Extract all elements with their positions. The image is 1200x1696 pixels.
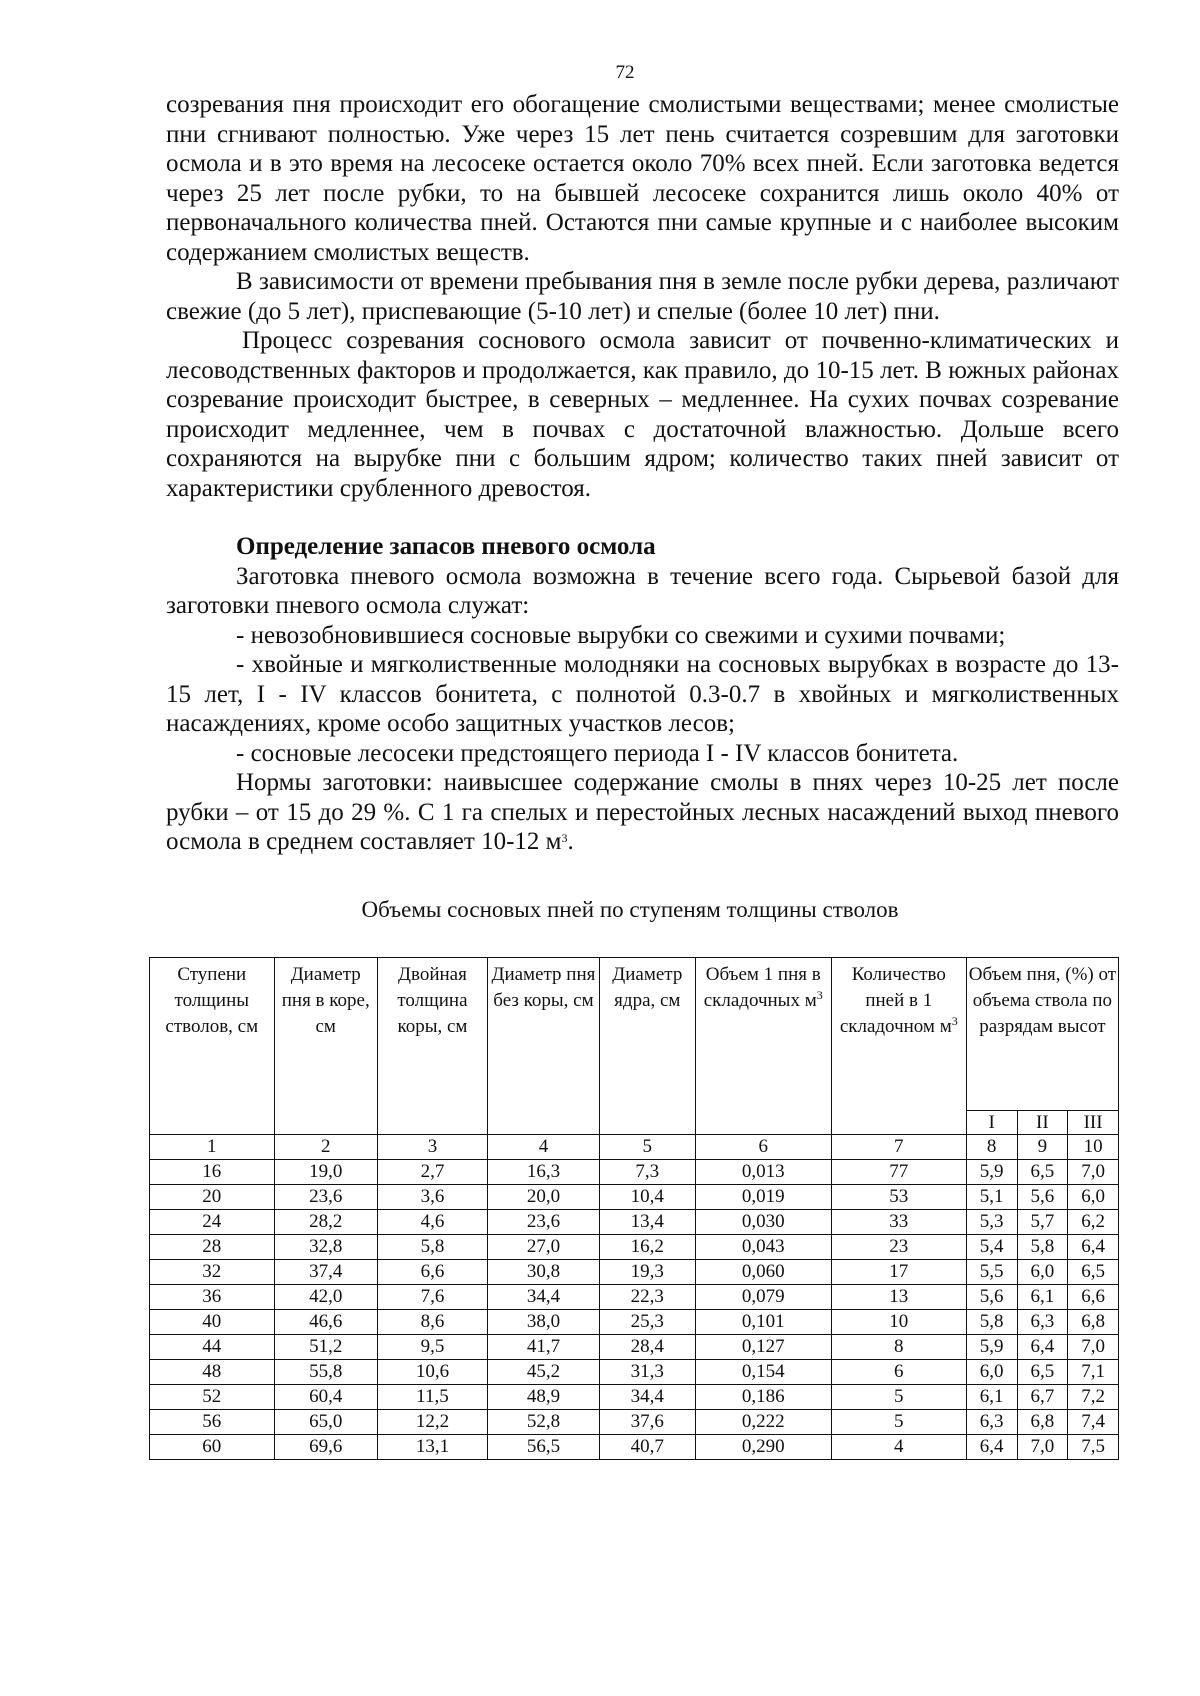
- table-cell: 32: [150, 1260, 275, 1285]
- table-cell: 6,0: [1017, 1260, 1068, 1285]
- paragraph-norms: [166, 768, 1119, 857]
- table-cell: 0,186: [695, 1385, 831, 1410]
- table-cell: 6,0: [966, 1360, 1017, 1385]
- table-cell: 28,4: [599, 1335, 695, 1360]
- table-cell: 5,6: [1017, 1185, 1068, 1210]
- table-cell: 6,0: [1068, 1185, 1119, 1210]
- table-cell: 6,5: [1068, 1260, 1119, 1285]
- column-number: 3: [377, 1135, 487, 1160]
- table-cell: 5: [831, 1410, 966, 1435]
- table-cell: 36: [150, 1285, 275, 1310]
- table-cell: 5,5: [966, 1260, 1017, 1285]
- table-cell: 48: [150, 1360, 275, 1385]
- table-cell: 8: [831, 1335, 966, 1360]
- column-number: 4: [487, 1135, 599, 1160]
- table-cell: 0,019: [695, 1185, 831, 1210]
- table-row: [150, 1435, 1119, 1460]
- table-cell: 28,2: [274, 1210, 377, 1235]
- table-cell: 5,6: [966, 1285, 1017, 1310]
- table-cell: 6,4: [1017, 1335, 1068, 1360]
- table-cell: 6,2: [1068, 1210, 1119, 1235]
- table-cell: 28: [150, 1235, 275, 1260]
- table-cell: 69,6: [274, 1435, 377, 1460]
- table-cell: 23,6: [487, 1210, 599, 1235]
- table-cell: 77: [831, 1160, 966, 1185]
- column-number: 5: [599, 1135, 695, 1160]
- header-diameter-bark: Диаметр пня в коре, см: [274, 958, 377, 1135]
- table-cell: 7,3: [599, 1160, 695, 1185]
- table-cell: 33: [831, 1210, 966, 1235]
- table-cell: 3,6: [377, 1185, 487, 1210]
- column-number-row: [150, 1135, 1119, 1160]
- table-cell: 6,5: [1017, 1360, 1068, 1385]
- table-cell: 5,3: [966, 1210, 1017, 1235]
- table-cell: 0,043: [695, 1235, 831, 1260]
- table-cell: 9,5: [377, 1335, 487, 1360]
- table-cell: 0,060: [695, 1260, 831, 1285]
- table-cell: 51,2: [274, 1335, 377, 1360]
- column-number: 2: [274, 1135, 377, 1160]
- table-cell: 19,3: [599, 1260, 695, 1285]
- body-text: [166, 90, 1119, 857]
- header-volume-percent: Объем пня, (%) от объема ствола по разрядам высот: [966, 958, 1118, 1111]
- table-cell: 40,7: [599, 1435, 695, 1460]
- table-cell: 10: [831, 1310, 966, 1335]
- table-cell: 53: [831, 1185, 966, 1210]
- table-cell: 7,0: [1017, 1435, 1068, 1460]
- paragraph-stump-age: В зависимости от времени пребывания пня в земле после рубки дерева, различают свежие (до 5 лет), приспевающие (5-10 лет) и спелые (более 10 лет) пни.: [166, 268, 1119, 325]
- table-cell: 34,4: [487, 1285, 599, 1310]
- table-cell: 7,1: [1068, 1360, 1119, 1385]
- table-cell: 0,030: [695, 1210, 831, 1235]
- table-cell: 6,3: [1017, 1310, 1068, 1335]
- table-cell: 60,4: [274, 1385, 377, 1410]
- table-row: [150, 1210, 1119, 1235]
- table-cell: 23: [831, 1235, 966, 1260]
- table-cell: 5,8: [966, 1310, 1017, 1335]
- table-cell: 40: [150, 1310, 275, 1335]
- section-heading: Определение запасов пневого осмола: [236, 533, 656, 560]
- table-cell: 0,079: [695, 1285, 831, 1310]
- table-cell: 0,101: [695, 1310, 831, 1335]
- table-cell: 6,8: [1068, 1310, 1119, 1335]
- header-core-diameter: Диаметр ядра, см: [599, 958, 695, 1135]
- header-stump-count: Количество пней в 1 складочном $м^3$: [831, 958, 966, 1135]
- table-cell: 56,5: [487, 1435, 599, 1460]
- table-row: [150, 1185, 1119, 1210]
- table-cell: 16,2: [599, 1235, 695, 1260]
- table-cell: 5,7: [1017, 1210, 1068, 1235]
- table-cell: 65,0: [274, 1410, 377, 1435]
- table-cell: 0,154: [695, 1360, 831, 1385]
- table-cell: 6,1: [966, 1385, 1017, 1410]
- stump-volume-table: [149, 957, 1119, 1460]
- table-cell: 30,8: [487, 1260, 599, 1285]
- table-cell: 37,6: [599, 1410, 695, 1435]
- table-cell: 2,7: [377, 1160, 487, 1185]
- list-item: - невозобновившиеся сосновые вырубки со свежими и сухими почвами;: [236, 621, 1006, 649]
- table-cell: 11,5: [377, 1385, 487, 1410]
- table-cell: 8,6: [377, 1310, 487, 1335]
- table-cell: 38,0: [487, 1310, 599, 1335]
- table-cell: 16: [150, 1160, 275, 1185]
- table-row: [150, 1310, 1119, 1335]
- table-row: [150, 1335, 1119, 1360]
- table-cell: 56: [150, 1410, 275, 1435]
- column-number: 6: [695, 1135, 831, 1160]
- table-cell: 6,5: [1017, 1160, 1068, 1185]
- table-cell: 31,3: [599, 1360, 695, 1385]
- table-cell: 44: [150, 1335, 275, 1360]
- column-number: 9: [1017, 1135, 1068, 1160]
- table-cell: 23,6: [274, 1185, 377, 1210]
- table-cell: 5,8: [377, 1235, 487, 1260]
- table-row: [150, 1260, 1119, 1285]
- table-cell: 12,2: [377, 1410, 487, 1435]
- table-cell: 46,6: [274, 1310, 377, 1335]
- subheader-height-class-3: III: [1068, 1111, 1119, 1135]
- table-cell: 13,1: [377, 1435, 487, 1460]
- table-row: [150, 1285, 1119, 1310]
- table-cell: 41,7: [487, 1335, 599, 1360]
- table-cell: 7,5: [1068, 1435, 1119, 1460]
- table-cell: 6,6: [1068, 1285, 1119, 1310]
- table-cell: 6: [831, 1360, 966, 1385]
- header-bark-thickness: Двойная толщина коры, см: [377, 958, 487, 1135]
- table-cell: 60: [150, 1435, 275, 1460]
- table-cell: 4: [831, 1435, 966, 1460]
- table-cell: 0,222: [695, 1410, 831, 1435]
- table-cell: 7,2: [1068, 1385, 1119, 1410]
- header-thickness-step: Ступени толщины стволов, см: [150, 958, 275, 1135]
- table-cell: 7,0: [1068, 1335, 1119, 1360]
- table-cell: 17: [831, 1260, 966, 1285]
- table-cell: 55,8: [274, 1360, 377, 1385]
- table-cell: 6,4: [1068, 1235, 1119, 1260]
- table-cell: 6,3: [966, 1410, 1017, 1435]
- page-number: 72: [615, 62, 635, 83]
- paragraph-continuation: созревания пня происходит его обогащение смолистыми веществами; менее смолистые пни сгнивают полностью. Уже через 15 лет пень считается созревшим для заготовки осмола и в это время на лесосеке остается около 70% всех пней. Если заготовка ведется через 25 лет после рубки, то на бывшей лесосеке сохранится лишь около 40% от первоначального количества пней. Остаются пни самые крупные и с наиболее высоким содержанием смолистых веществ.: [166, 91, 1119, 266]
- table-cell: 10,6: [377, 1360, 487, 1385]
- table-cell: 5,9: [966, 1160, 1017, 1185]
- table-row: [150, 1385, 1119, 1410]
- table-cell: 25,3: [599, 1310, 695, 1335]
- table-cell: 5,8: [1017, 1235, 1068, 1260]
- subheader-height-class-1: I: [966, 1111, 1017, 1135]
- table-cell: 34,4: [599, 1385, 695, 1410]
- column-number: 7: [831, 1135, 966, 1160]
- table-cell: 5: [831, 1385, 966, 1410]
- superscript: 3: [561, 831, 568, 845]
- table-cell: 27,0: [487, 1235, 599, 1260]
- table-cell: 6,1: [1017, 1285, 1068, 1310]
- table-cell: 7,6: [377, 1285, 487, 1310]
- norms-tail: .: [567, 828, 574, 855]
- table-cell: 5,9: [966, 1335, 1017, 1360]
- table-cell: 13: [831, 1285, 966, 1310]
- table-cell: 4,6: [377, 1210, 487, 1235]
- table-cell: 13,4: [599, 1210, 695, 1235]
- header-diameter-no-bark: Диаметр пня без коры, см: [487, 958, 599, 1135]
- table-row: [150, 1160, 1119, 1185]
- table-cell: 6,4: [966, 1435, 1017, 1460]
- table-cell: 7,4: [1068, 1410, 1119, 1435]
- table-cell: 0,013: [695, 1160, 831, 1185]
- table-cell: 32,8: [274, 1235, 377, 1260]
- header-stump-volume: Объем 1 пня в складочных $м^3$: [695, 958, 831, 1135]
- column-number: 10: [1068, 1135, 1119, 1160]
- column-number: 1: [150, 1135, 275, 1160]
- table-row: [150, 1235, 1119, 1260]
- table-cell: 16,3: [487, 1160, 599, 1185]
- paragraph-raw-base: Заготовка пневого осмола возможна в течение всего года. Сырьевой базой для заготовки пневого осмола служат:: [166, 562, 1119, 619]
- table-cell: 52: [150, 1385, 275, 1410]
- table-row: [150, 1410, 1119, 1435]
- table-cell: 20: [150, 1185, 275, 1210]
- norms-text: Нормы заготовки: наивысшее содержание смолы в пнях через 10-25 лет после рубки – от 15 до 29 %. С 1 га спелых и перестойных лесных насаждений выход пневого осмола в среднем составляет 10-12 м: [166, 769, 1119, 855]
- table-header-row: [150, 958, 1119, 1111]
- table-cell: 52,8: [487, 1410, 599, 1435]
- table-cell: 5,1: [966, 1185, 1017, 1210]
- paragraph-maturation: Процесс созревания соснового осмола зависит от почвенно-климатических и лесоводственных факторов и продолжается, как правило, до 10-15 лет. В южных районах созревание происходит быстрее, в северных – медленнее. На сухих почвах созревание происходит медленнее, чем в почвах с достаточной влажностью. Дольше всего сохраняются на вырубке пни с большим ядром; количество таких пней зависит от характеристики срубленного древостоя.: [166, 327, 1119, 502]
- table-cell: 10,4: [599, 1185, 695, 1210]
- table-cell: 19,0: [274, 1160, 377, 1185]
- table-cell: 20,0: [487, 1185, 599, 1210]
- table-cell: 22,3: [599, 1285, 695, 1310]
- table-cell: 42,0: [274, 1285, 377, 1310]
- table-cell: 45,2: [487, 1360, 599, 1385]
- table-cell: 48,9: [487, 1385, 599, 1410]
- table-row: [150, 1360, 1119, 1385]
- table-cell: 5,4: [966, 1235, 1017, 1260]
- table-cell: 0,127: [695, 1335, 831, 1360]
- table-cell: 6,8: [1017, 1410, 1068, 1435]
- list-item: - хвойные и мягколиственные молодняки на сосновых вырубках в возрасте до 13-15 лет, I - IV классов бонитета, с полнотой 0.3-0.7 в хвойных и мягколиственных насаждениях, кроме особо защитных участков лесов;: [166, 651, 1119, 737]
- table-cell: 6,6: [377, 1260, 487, 1285]
- table-caption: Объемы сосновых пней по ступеням толщины стволов: [361, 897, 899, 922]
- subheader-height-class-2: II: [1017, 1111, 1068, 1135]
- list-item: - сосновые лесосеки предстоящего периода I - IV классов бонитета.: [236, 739, 959, 767]
- column-number: 8: [966, 1135, 1017, 1160]
- table-cell: 37,4: [274, 1260, 377, 1285]
- table-cell: 7,0: [1068, 1160, 1119, 1185]
- table-cell: 0,290: [695, 1435, 831, 1460]
- table-cell: 6,7: [1017, 1385, 1068, 1410]
- table-cell: 24: [150, 1210, 275, 1235]
